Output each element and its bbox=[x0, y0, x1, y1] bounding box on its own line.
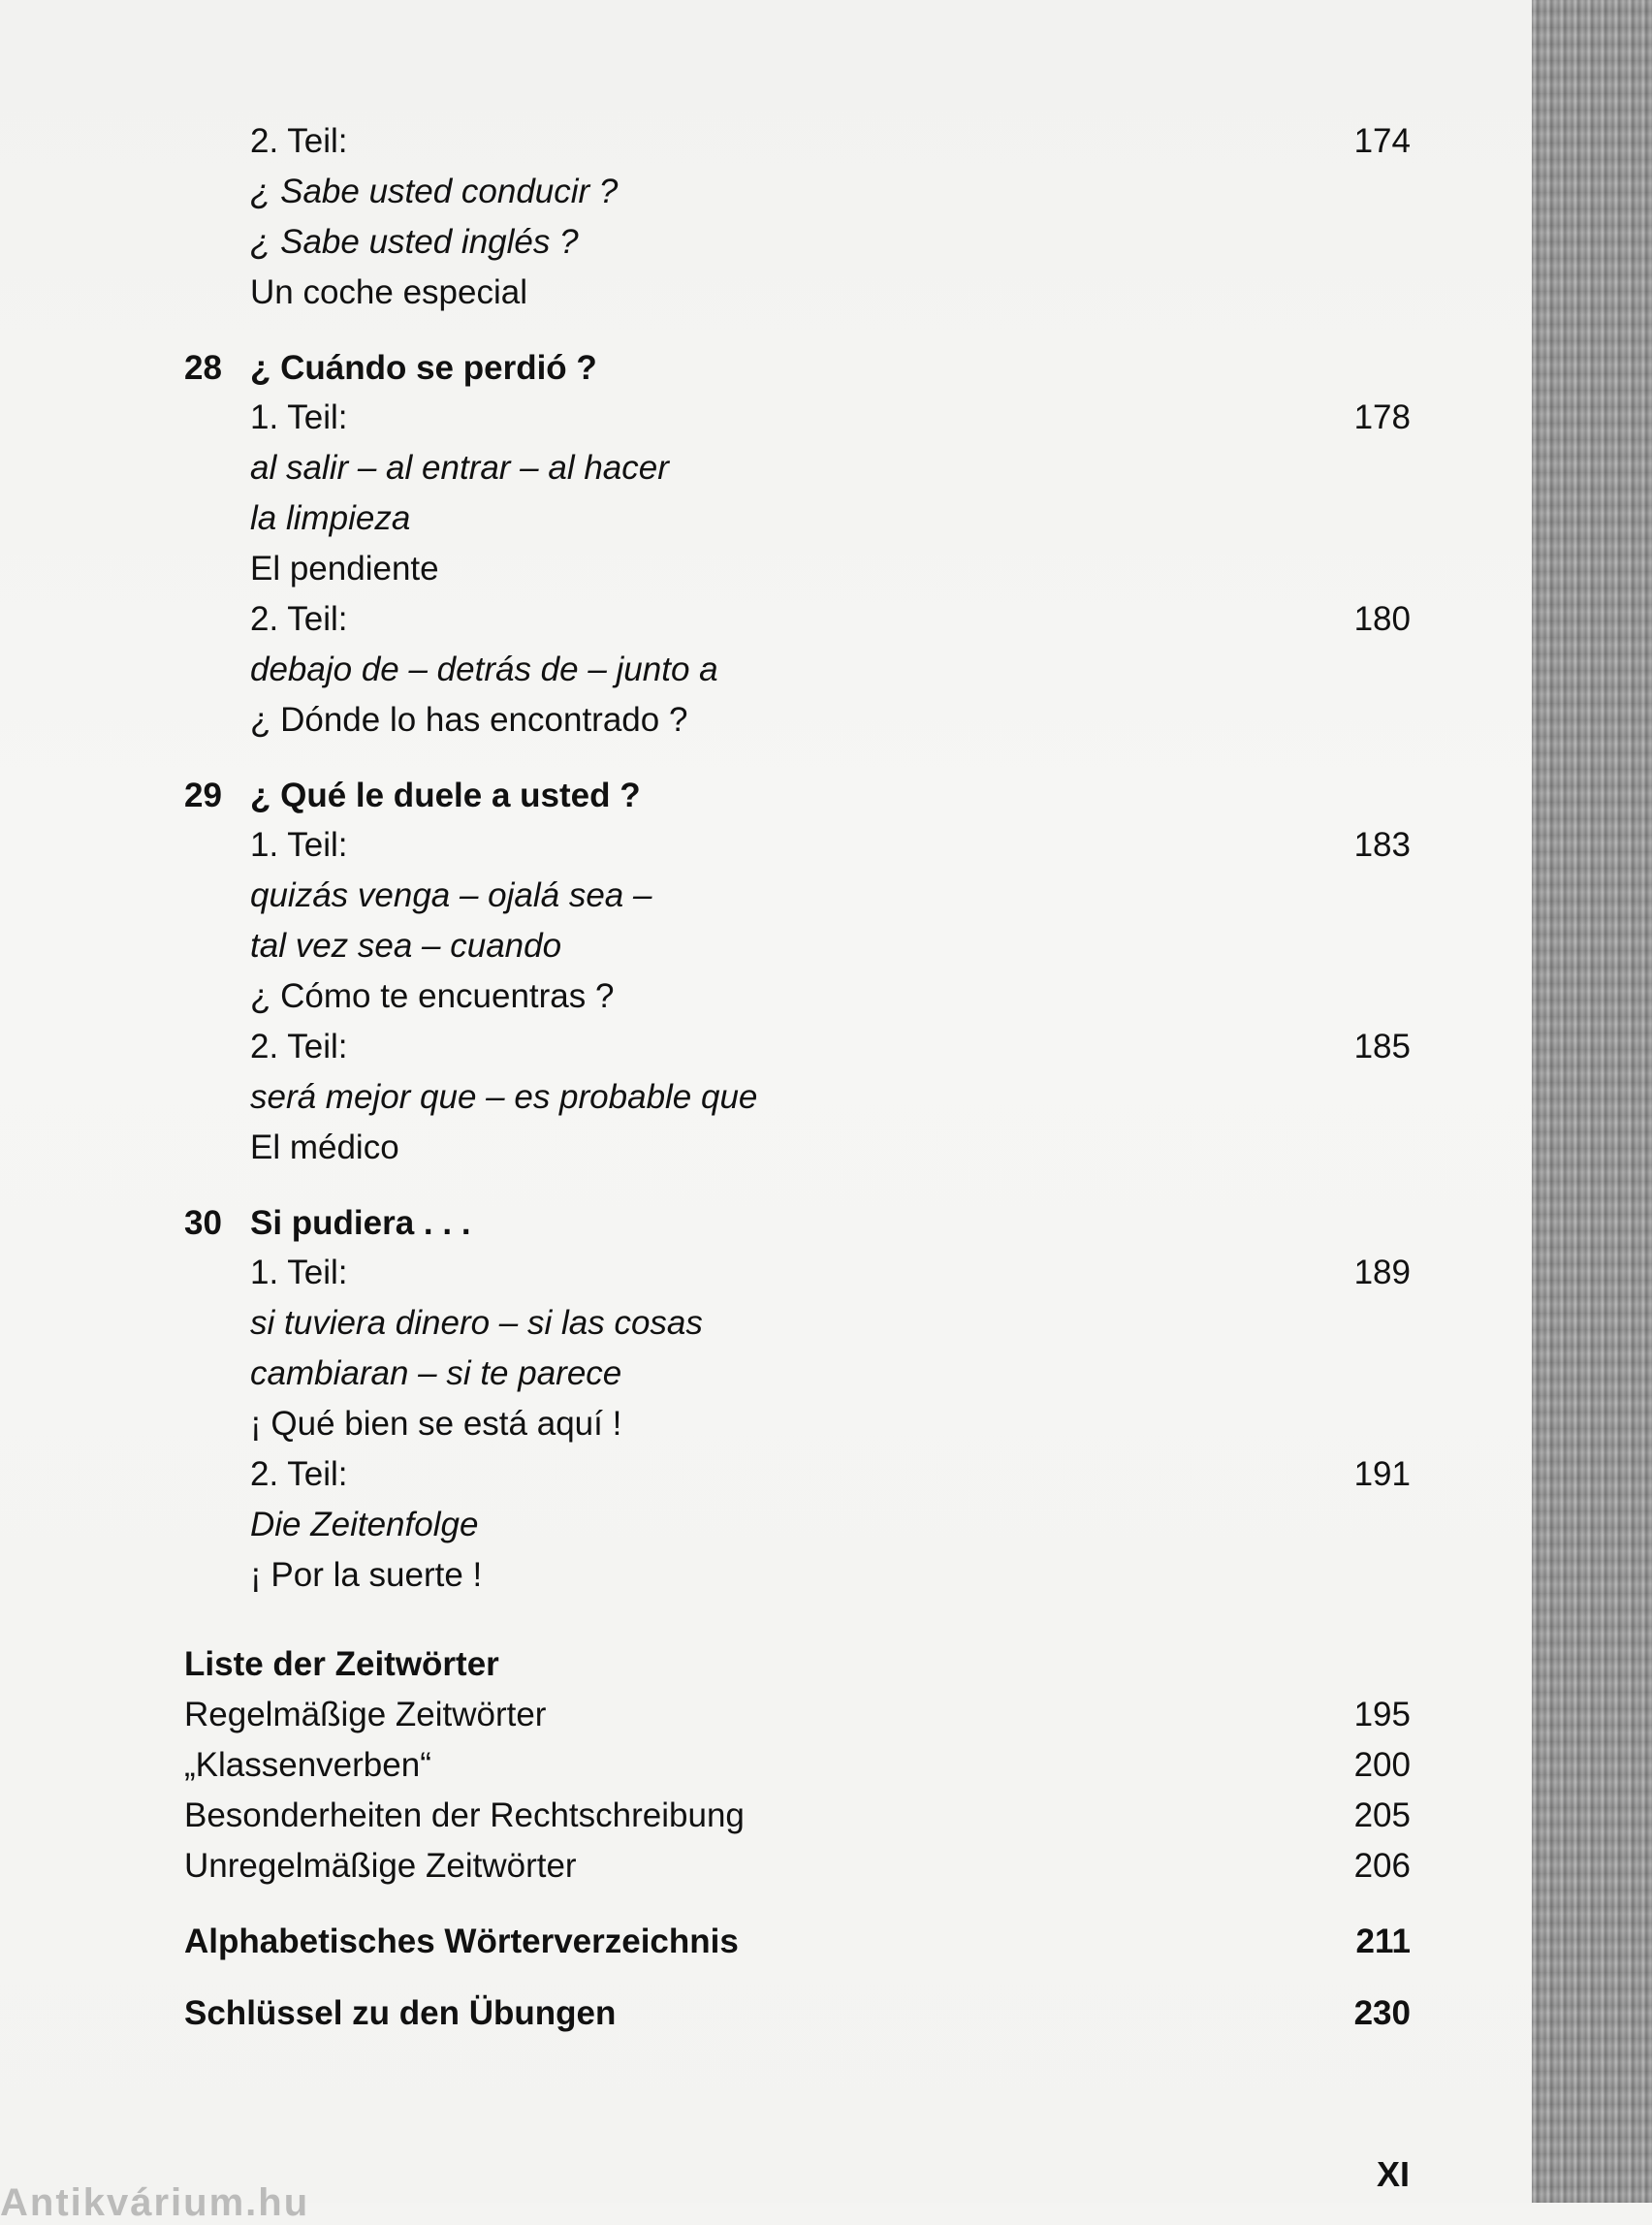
toc-entry bbox=[184, 1740, 1411, 1791]
topic-text: al salir – al entrar – al hacer bbox=[250, 449, 669, 487]
entry-label: Regelmäßige Zeitwörter bbox=[184, 1696, 547, 1733]
toc-topic-line bbox=[250, 493, 1411, 544]
topic-text: ¿ Sabe usted inglés ? bbox=[250, 223, 579, 261]
part-label: 1. Teil: bbox=[250, 1254, 348, 1291]
toc-part-entry bbox=[250, 116, 1411, 167]
entry-label: Schlüssel zu den Übungen bbox=[184, 1994, 617, 2032]
toc-topic-line bbox=[250, 217, 1411, 268]
topic-text: ¿ Cómo te encuentras ? bbox=[250, 977, 615, 1015]
toc-topic-line bbox=[250, 871, 1411, 921]
entry-label: Alphabetisches Wörterverzeichnis bbox=[184, 1923, 739, 1960]
toc-topic-line bbox=[250, 1298, 1411, 1349]
section-title: Liste der Zeitwörter bbox=[184, 1645, 499, 1683]
dot-leader bbox=[633, 1988, 1329, 2039]
dot-leader bbox=[365, 1248, 1329, 1298]
part-label: 2. Teil: bbox=[250, 1028, 348, 1065]
toc-part-entry bbox=[250, 594, 1411, 645]
toc-entry bbox=[184, 1988, 1411, 2039]
toc-topic-line bbox=[250, 1399, 1411, 1449]
page-number: 178 bbox=[1353, 398, 1411, 436]
page-folio: XI bbox=[1377, 2154, 1411, 2194]
part-label: 2. Teil: bbox=[250, 600, 348, 638]
toc-chapter bbox=[184, 1198, 1411, 1249]
dot-leader bbox=[594, 1841, 1329, 1891]
topic-text: cambiaran – si te parece bbox=[250, 1354, 622, 1392]
toc-topic-line bbox=[250, 971, 1411, 1022]
entry-label: Unregelmäßige Zeitwörter bbox=[184, 1847, 577, 1885]
toc-part-entry bbox=[250, 820, 1411, 871]
dot-leader bbox=[563, 1690, 1329, 1740]
toc-section-heading bbox=[184, 1639, 1411, 1690]
topic-text: debajo de – detrás de – junto a bbox=[250, 651, 718, 688]
page-number: 189 bbox=[1353, 1254, 1411, 1291]
dot-leader bbox=[365, 1022, 1329, 1072]
part-label: 1. Teil: bbox=[250, 826, 348, 864]
toc-topic-line bbox=[250, 645, 1411, 695]
toc-topic-line bbox=[250, 921, 1411, 971]
chapter-number: 28 bbox=[184, 349, 222, 387]
topic-text: ¡ Qué bien se está aquí ! bbox=[250, 1405, 622, 1443]
toc-chapter bbox=[184, 343, 1411, 394]
toc-part-entry bbox=[250, 1449, 1411, 1500]
watermark: Antikvárium.hu bbox=[0, 2181, 310, 2224]
toc-topic-line bbox=[250, 1123, 1411, 1173]
dot-leader bbox=[365, 1449, 1329, 1500]
toc-topic-line bbox=[250, 695, 1411, 746]
toc-entry bbox=[184, 1690, 1411, 1740]
page-number: 183 bbox=[1353, 826, 1411, 864]
entry-label: „Klassenverben“ bbox=[184, 1746, 431, 1784]
chapter-title: Si pudiera . . . bbox=[250, 1204, 471, 1242]
toc-topic-line bbox=[250, 1072, 1411, 1123]
dot-leader bbox=[365, 820, 1329, 871]
page-number: 185 bbox=[1353, 1028, 1411, 1065]
toc-topic-line bbox=[250, 544, 1411, 594]
topic-text: será mejor que – es probable que bbox=[250, 1078, 758, 1116]
toc-topic-line bbox=[250, 1349, 1411, 1399]
page-number: 211 bbox=[1355, 1923, 1411, 1960]
toc-chapter bbox=[184, 771, 1411, 821]
topic-text: El médico bbox=[250, 1128, 399, 1166]
toc-part-entry bbox=[250, 1248, 1411, 1298]
page-number: 205 bbox=[1353, 1796, 1411, 1834]
dot-leader bbox=[365, 116, 1329, 167]
topic-text: ¡ Por la suerte ! bbox=[250, 1556, 483, 1594]
page-number: 180 bbox=[1353, 600, 1411, 638]
dot-leader bbox=[762, 1791, 1329, 1841]
dot-leader bbox=[365, 393, 1329, 443]
page-number: 191 bbox=[1353, 1455, 1411, 1493]
part-label: 1. Teil: bbox=[250, 398, 348, 436]
topic-text: tal vez sea – cuando bbox=[250, 927, 562, 965]
entry-label: Besonderheiten der Rechtschreibung bbox=[184, 1796, 745, 1834]
topic-text: Un coche especial bbox=[250, 273, 527, 311]
toc-topic-line bbox=[250, 1550, 1411, 1601]
toc-part-entry bbox=[250, 1022, 1411, 1072]
topic-text: la limpieza bbox=[250, 499, 411, 537]
dot-leader bbox=[449, 1740, 1329, 1791]
chapter-title: ¿ Qué le duele a usted ? bbox=[250, 777, 641, 814]
page-number: 195 bbox=[1353, 1696, 1411, 1733]
dot-leader bbox=[365, 594, 1329, 645]
topic-text: si tuviera dinero – si las cosas bbox=[250, 1304, 703, 1342]
page-number: 174 bbox=[1353, 122, 1411, 160]
dot-leader bbox=[756, 1917, 1329, 1967]
part-label: 2. Teil: bbox=[250, 1455, 348, 1493]
topic-text: ¿ Sabe usted conducir ? bbox=[250, 173, 619, 210]
page-number: 200 bbox=[1353, 1746, 1411, 1784]
chapter-number: 30 bbox=[184, 1204, 222, 1242]
toc-part-entry bbox=[250, 393, 1411, 443]
page-stack-edge bbox=[1532, 0, 1652, 2203]
topic-text: El pendiente bbox=[250, 550, 439, 588]
toc-topic-line bbox=[250, 167, 1411, 217]
chapter-title: ¿ Cuándo se perdió ? bbox=[250, 349, 597, 387]
page-number: 230 bbox=[1353, 1994, 1411, 2032]
toc-entry bbox=[184, 1841, 1411, 1891]
part-label: 2. Teil: bbox=[250, 122, 348, 160]
topic-text: ¿ Dónde lo has encontrado ? bbox=[250, 701, 688, 739]
toc-topic-line bbox=[250, 443, 1411, 493]
toc-entry bbox=[184, 1917, 1411, 1967]
chapter-number: 29 bbox=[184, 777, 222, 814]
topic-text: quizás venga – ojalá sea – bbox=[250, 876, 652, 914]
toc-topic-line bbox=[250, 268, 1411, 318]
toc-topic-line bbox=[250, 1500, 1411, 1550]
topic-text: Die Zeitenfolge bbox=[250, 1506, 479, 1543]
toc-entry bbox=[184, 1791, 1411, 1841]
page-number: 206 bbox=[1353, 1847, 1411, 1885]
